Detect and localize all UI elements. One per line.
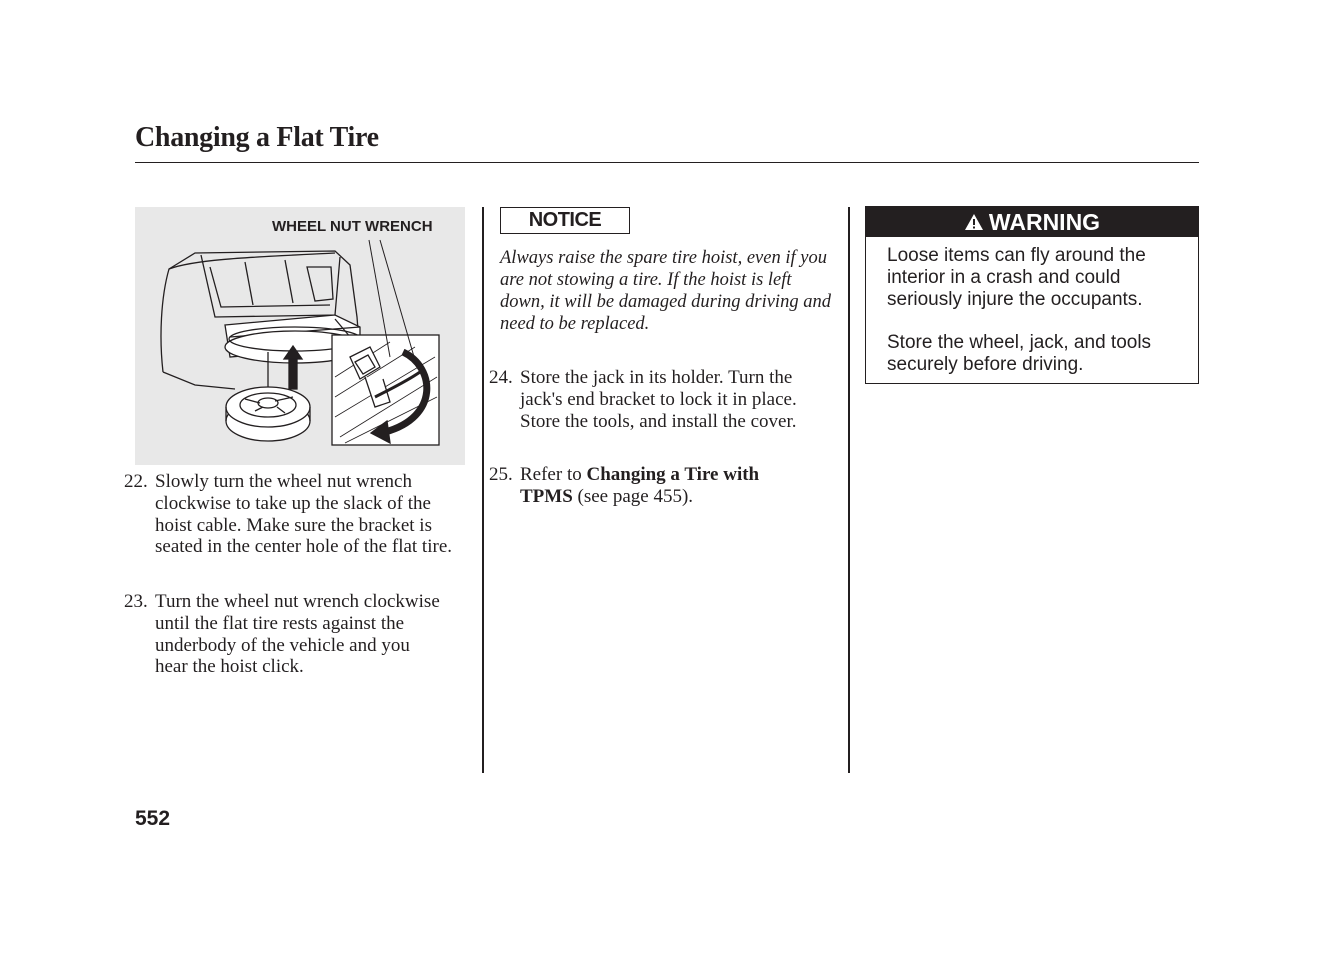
step-text: Turn the wheel nut wrench clockwise until the flat tire rests against the underbody of the vehicle and you hear the hoist click. [155,591,440,678]
title-rule [135,162,1199,163]
step-25 [489,464,809,508]
warning-box [865,206,1199,384]
page-number: 552 [135,807,171,830]
step-24 [489,367,825,432]
step-text: Store the jack in its holder. Turn the jack's end bracket to lock it in place. Store the tools, and install the cover. [520,367,797,432]
warning-body [866,237,1198,376]
spare-tire-illustration [135,207,465,465]
warning-header [866,207,1198,237]
notice-text: Always raise the spare tire hoist, even if you are not stowing a tire. If the hoist is left down, it will be damaged during driving and need to be replaced. [500,248,831,334]
step-text-prefix: Refer to [520,464,587,485]
step-number: 22. [124,471,148,492]
step-text: Slowly turn the wheel nut wrench clockwise to take up the slack of the hoist cable. Make sure the bracket is seated in the center hole of the flat tire. [155,471,453,558]
step-number: 23. [124,591,148,612]
step-text [520,464,809,508]
warning-label: WARNING [988,208,1101,235]
wheel-nut-wrench-label: WHEEL NUT WRENCH [272,218,433,235]
step-22 [124,471,470,558]
step-number: 24. [489,367,513,388]
warning-paragraph: Loose items can fly around the interior in a crash and could seriously injure the occupants. [887,245,1146,310]
notice-label: NOTICE [500,207,630,234]
step-number: 25. [489,464,513,485]
page-title: Changing a Flat Tire [135,122,379,153]
warning-paragraph: Store the wheel, jack, and tools securely before driving. [887,332,1152,375]
step-text-suffix: (see page 455). [572,485,694,507]
column-divider-right [848,207,850,773]
hoist-diagram-svg [135,207,465,465]
step-23 [124,591,444,678]
warning-triangle-icon [964,213,984,231]
tpms-reference: Changing a Tire with TPMS [520,464,760,507]
column-divider-left [482,207,484,773]
